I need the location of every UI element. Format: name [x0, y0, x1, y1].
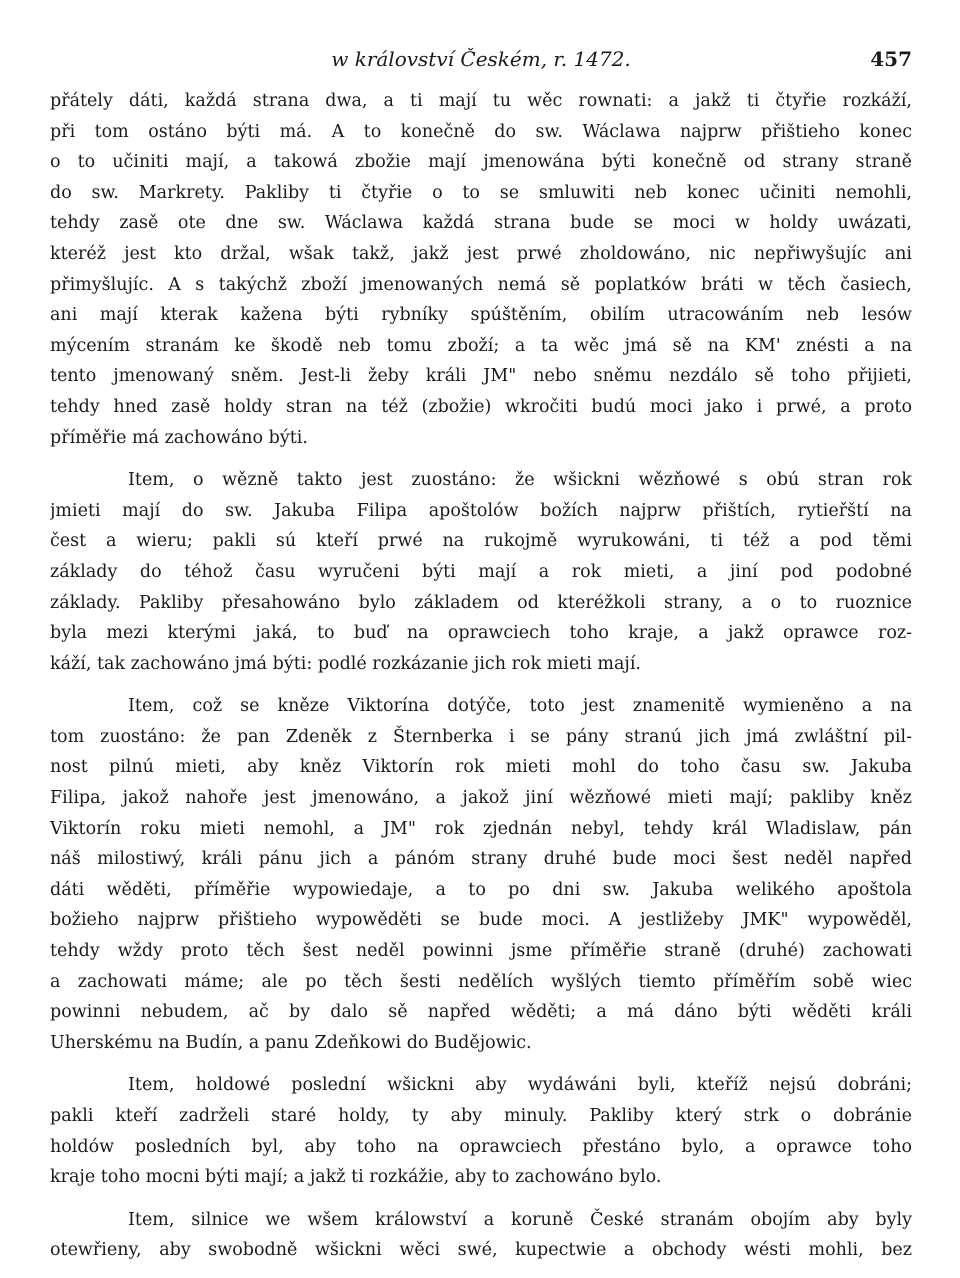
text-line: mýcením stranám ke škodě neb tomu zboží; a ta wěc jmá sě na KM' znésti a na — [50, 335, 912, 356]
text-line: otewřieny, aby swobodně wšickni wěci swé, kupectwie a obchody wésti mohli, bez — [50, 1240, 912, 1261]
text-line: ani mají kterak kažena býti rybníky spúštěním, obilím utracowáním neb lesów — [50, 305, 912, 326]
text-line: Item, holdowé poslední wšickni aby wydáwáni byli, kteříž nejsú dobráni; — [128, 1075, 912, 1096]
running-title: w království Českém, r. 1472. — [331, 47, 631, 71]
paragraph — [50, 691, 912, 1058]
text-line: tehdy wždy proto těch šest neděl powinni jsme příměřie straně (druhé) zachowati — [50, 941, 912, 962]
text-line: nost pilnú mieti, aby kněz Viktorín rok mieti mohl do toho času sw. Jakuba — [50, 757, 912, 778]
text-line: Uherskému na Budín, a panu Zdeňkowi do Budějowic. — [50, 1032, 532, 1053]
text-line: a zachowati máme; ale po těch šesti nedělích wyšlých tiemto příměřím sobě wiec — [50, 971, 912, 992]
paragraph — [50, 1070, 912, 1192]
text-line: čest a wieru; pakli sú kteří prwé na rukojmě wyrukowáni, ti též a pod těmi — [50, 531, 912, 552]
running-head — [50, 44, 912, 74]
text-line: Item, o wězně takto jest zuostáno: že wšickni wězňowé s obú stran rok — [128, 470, 912, 491]
text-line: tom zuostáno: že pan Zdeněk z Šternberka i se pány stranú jich jmá zwláštní pil- — [50, 726, 912, 747]
page-number: 457 — [870, 47, 912, 71]
text-line: náš milostiwý, králi pánu jich a pánóm strany druhé bude moci šest neděl napřed — [50, 849, 912, 870]
text-line: základy do téhož času wyručeni býti mají a rok mieti, a jiní pod podobné — [50, 561, 912, 582]
text-line: Filipa, jakož nahoře jest jmenowáno, a jakož jiní wězňowé mieti mají; pakliby kněz — [50, 788, 912, 809]
text-line: božieho najprw přištieho wypowěděti se bude moci. A jestližeby JMK" wypowěděl, — [50, 910, 912, 931]
text-line: základy. Pakliby přesahowáno bylo základem od kteréžkoli strany, a o to ruoznice — [50, 592, 912, 613]
text-line: o to učiniti mají, a takowá zbožie mají jmenowána býti konečně od strany straně — [50, 152, 912, 173]
text-line: přimyšlujíc. A s takýchž zboží jmenowaných nemá sě poplatków bráti w těch časiech, — [50, 274, 912, 295]
text-line: kteréž jest kto držal, wšak takž, jakž jest prwé zholdowáno, nic nepřiwyšujíc ani — [50, 243, 912, 264]
text-line: jmieti mají do sw. Jakuba Filipa apoštolów božích najprw přištích, rytieřští na — [50, 500, 912, 521]
text-line: při tom ostáno býti má. A to konečně do sw. Wáclawa najprw přištieho konec — [50, 121, 912, 142]
text-line: tento jmenowaný sněm. Jest-li žeby králi JM" nebo sněmu nezdálo sě toho přijieti, — [50, 366, 912, 387]
text-line: Item, silnice we wšem králowství a koruně České stranám obojím aby byly — [128, 1209, 912, 1230]
text-line: byla mezi kterými jaká, to buď na oprawciech toho kraje, a jakž oprawce roz- — [50, 623, 912, 644]
text-line: přátely dáti, každá strana dwa, a ti mají tu wěc rownati: a jakž ti čtyřie rozkáží, — [50, 91, 912, 111]
paragraph — [50, 465, 912, 679]
text-line: kraje toho mocni býti mají; a jakž ti rozkážie, aby to zachowáno bylo. — [50, 1167, 662, 1188]
text-line: příměřie má zachowáno býti. — [50, 427, 308, 448]
text-line: káží, tak zachowáno jmá býti: podlé rozkázanie jich rok mieti mají. — [50, 653, 641, 674]
paragraph — [50, 86, 912, 453]
text-line: do sw. Markrety. Pakliby ti čtyřie o to se smluwiti neb konec učiniti nemohli, — [50, 182, 912, 203]
text-line: tehdy zasě ote dne sw. Wáclawa každá strana bude se moci w holdy uwázati, — [50, 213, 912, 234]
text-line: holdów posledních byl, aby toho na oprawciech přestáno bylo, a oprawce toho — [50, 1136, 912, 1157]
text-line: Viktorín roku mieti nemohl, a JM" rok zjednán nebyl, tehdy král Wladislaw, pán — [50, 818, 912, 839]
text-line: dáti wěděti, příměřie wypowiedaje, a to po dni sw. Jakuba welikého apoštola — [50, 879, 912, 900]
paragraph — [50, 1205, 912, 1266]
body-text — [50, 86, 912, 1278]
text-line: Item, což se kněze Viktorína dotýče, toto jest znamenitě wymieněno a na — [128, 696, 912, 717]
text-line: powinni nebudem, ač by dalo sě napřed wěděti; a má dáno býti wěděti králi — [50, 1002, 912, 1023]
text-line: pakli kteří zadrželi staré holdy, ty aby minuly. Pakliby který strk o dobránie — [50, 1106, 912, 1126]
text-line: tehdy hned zasě holdy stran na též (zbožie) wkročiti budú moci jako i prwé, a proto — [50, 396, 912, 417]
